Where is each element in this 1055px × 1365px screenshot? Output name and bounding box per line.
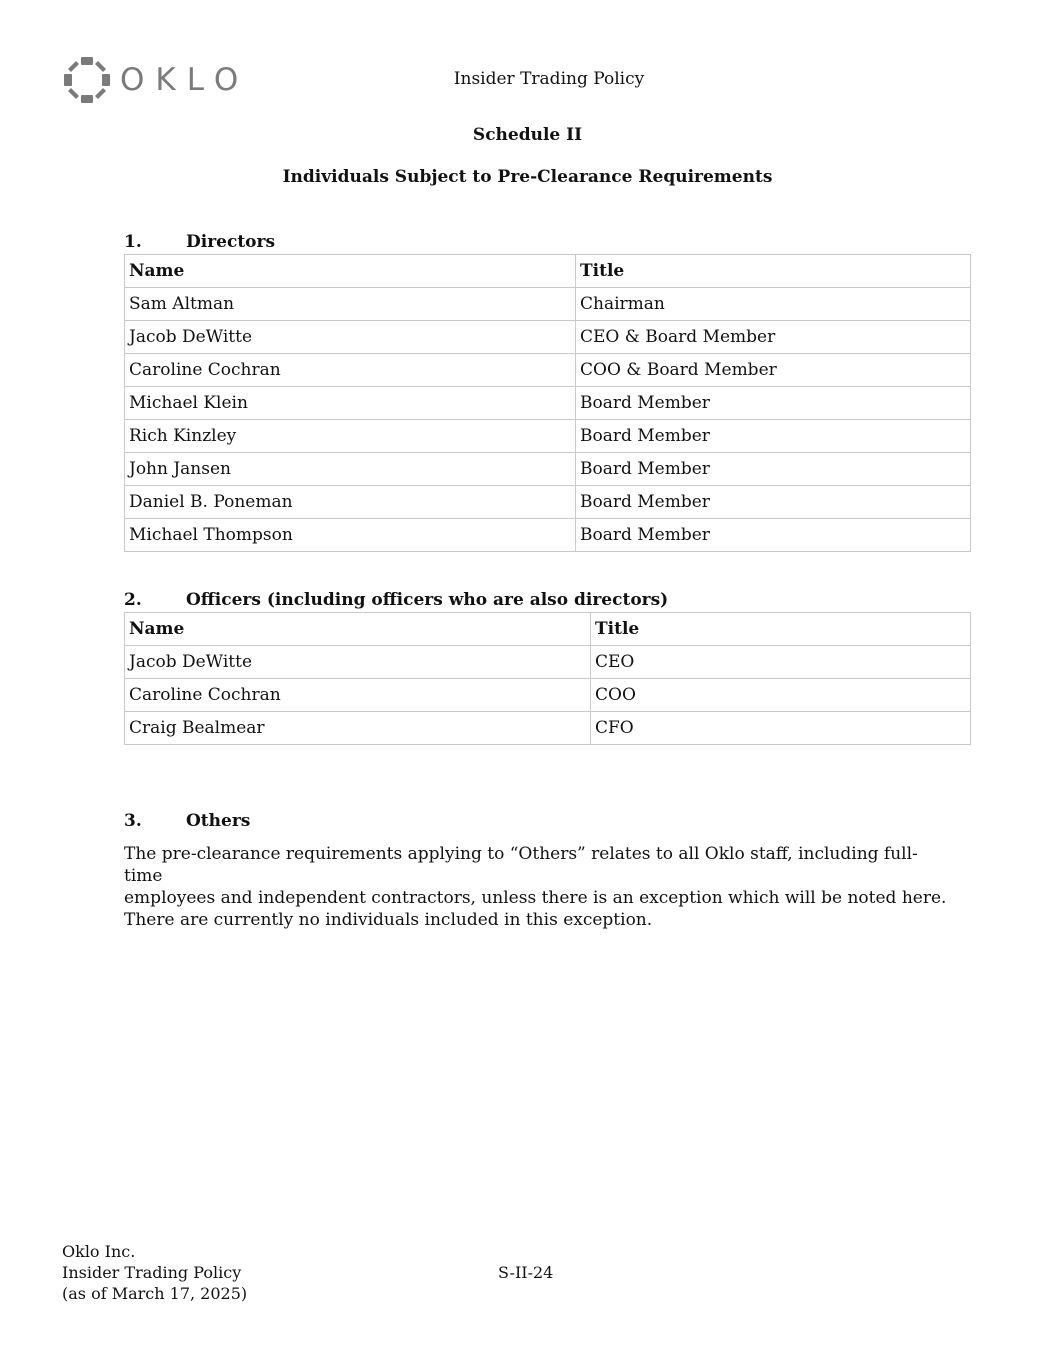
footer-date: (as of March 17, 2025) — [62, 1284, 248, 1303]
title-cell: Board Member — [576, 486, 971, 519]
title-cell: COO — [591, 679, 971, 712]
name-cell: John Jansen — [125, 453, 576, 486]
title-cell: Board Member — [576, 420, 971, 453]
section-number: 3. — [124, 811, 142, 831]
name-cell: Michael Klein — [125, 387, 576, 420]
column-header-name: Name — [125, 255, 576, 288]
column-header-title: Title — [576, 255, 971, 288]
logo-wordmark: OKLO — [120, 61, 250, 98]
table-row — [125, 354, 971, 387]
name-cell: Jacob DeWitte — [125, 321, 576, 354]
footer-info — [62, 1241, 247, 1304]
table-row — [125, 387, 971, 420]
footer-policy: Insider Trading Policy — [62, 1263, 242, 1282]
paragraph-line: There are currently no individuals included in this exception. — [124, 910, 653, 930]
title-cell: CEO — [591, 646, 971, 679]
table-row — [125, 712, 971, 745]
name-cell: Michael Thompson — [125, 519, 576, 552]
name-cell: Sam Altman — [125, 288, 576, 321]
table-row — [125, 453, 971, 486]
name-cell: Rich Kinzley — [125, 420, 576, 453]
name-cell: Jacob DeWitte — [125, 646, 591, 679]
section-title: Others — [186, 811, 251, 831]
table-row — [125, 486, 971, 519]
title-cell: Board Member — [576, 519, 971, 552]
directors-table — [124, 254, 971, 552]
title-cell: CEO & Board Member — [576, 321, 971, 354]
table-row — [125, 646, 971, 679]
column-header-title: Title — [591, 613, 971, 646]
name-cell: Caroline Cochran — [125, 679, 591, 712]
table-row — [125, 288, 971, 321]
others-paragraph — [124, 843, 954, 931]
officers-table — [124, 612, 971, 745]
title-cell: COO & Board Member — [576, 354, 971, 387]
schedule-title: Schedule II — [472, 125, 583, 145]
table-row — [125, 420, 971, 453]
schedule-subtitle: Individuals Subject to Pre-Clearance Requirements — [282, 167, 773, 187]
title-cell: Board Member — [576, 387, 971, 420]
table-row — [125, 679, 971, 712]
title-cell: CFO — [591, 712, 971, 745]
header-title: Insider Trading Policy — [453, 69, 645, 89]
paragraph-line: The pre-clearance requirements applying to “Others” relates to all Oklo staff, including full-time — [124, 844, 918, 886]
section-title: Officers (including officers who are also directors) — [186, 590, 669, 610]
footer-company: Oklo Inc. — [62, 1242, 136, 1261]
section-number: 1. — [124, 232, 142, 252]
section-heading-others — [124, 811, 250, 831]
title-cell: Chairman — [576, 288, 971, 321]
section-heading-directors — [124, 232, 275, 252]
name-cell: Daniel B. Poneman — [125, 486, 576, 519]
table-row — [125, 321, 971, 354]
name-cell: Craig Bealmear — [125, 712, 591, 745]
section-number: 2. — [124, 590, 142, 610]
page-number: S-II-24 — [498, 1263, 554, 1282]
title-cell: Board Member — [576, 453, 971, 486]
column-header-name: Name — [125, 613, 591, 646]
paragraph-line: employees and independent contractors, unless there is an exception which will be noted here. — [124, 888, 947, 908]
table-header-row — [125, 613, 971, 646]
name-cell: Caroline Cochran — [125, 354, 576, 387]
table-row — [125, 519, 971, 552]
section-title: Directors — [186, 232, 276, 252]
section-heading-officers — [124, 590, 668, 610]
table-header-row — [125, 255, 971, 288]
